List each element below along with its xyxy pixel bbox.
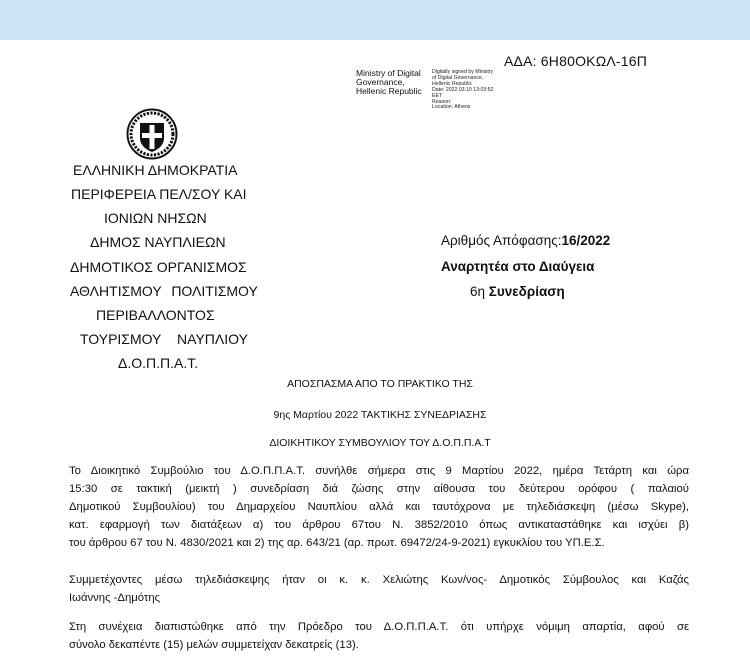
excerpt-board: ΔΙΟΙΚΗΤΙΚΟΥ ΣΥΜΒΟΥΛΙΟΥ ΤΟΥ Δ.Ο.Π.Π.Α.Τ [269, 437, 491, 449]
session-number: 6η [470, 284, 486, 299]
paragraph-line: Στη συνέχεια διαπιστώθηκε από την Πρόεδρο του Δ.Ο.Π.Π.Α.Τ. ότι υπήρχε νόμιμη απαρτία, αφού σε [69, 621, 689, 633]
diavgeia-post-label: Αναρτητέα στο Διαύγεια [441, 259, 595, 274]
paragraph-line: Το Διοικητικό Συμβούλιο του Δ.Ο.Π.Π.Α.Τ. συνήλθε σήμερα στις 9 Μαρτίου 2022, ημέρα Τετάρτη και ώρα [69, 465, 689, 477]
org-line: Δ.Ο.Π.Π.Α.Τ. [118, 355, 199, 371]
signature-detail-line: Location: Athens [432, 104, 471, 111]
org-line: ΤΟΥΡΙΣΜΟΥ ΝΑΥΠΛΙΟΥ [80, 331, 248, 347]
signature-detail-line: Digitally signed by Ministry [432, 69, 494, 75]
signature-detail-line: Hellenic Republic [432, 80, 473, 87]
top-banner [0, 0, 750, 40]
excerpt-date: 9ης Μαρτίου 2022 ΤΑΚΤΙΚΗΣ ΣΥΝΕΔΡΙΑΣΗΣ [273, 409, 487, 421]
decision-number-label: Αριθμός Απόφασης: [441, 233, 562, 248]
signature-detail-line: of Digital Governance, [432, 74, 484, 81]
decision-number-value: 16/2022 [561, 233, 611, 248]
session-word: Συνεδρίαση [488, 284, 565, 299]
body-paragraph-3 [69, 618, 689, 654]
paragraph-line: Συμμετέχοντες μέσω τηλεδιάσκεψης ήταν οι κ. κ. Χελιώτης Κων/νος- Δημοτικός Σύμβουλος και Καζάς [69, 574, 689, 586]
signature-detail-line: Date: 2022.03.10 13:03:52 [432, 86, 494, 93]
org-line: ΔΗΜΟΤΙΚΟΣ ΟΡΓΑΝΙΣΜΟΣ [70, 259, 247, 275]
paragraph-line: Δημοτικού Συμβουλίου) του Δημαρχείου Ναυπλίου αλλά και ταυτόχρονα με τηλεδιάσκεψη (μέσω Skype), [69, 501, 689, 513]
paragraph-line: 15:30 σε τακτική (μεικτή ) συνεδρίαση διά ζώσης στην αίθουσα του δεύτερου ορόφου ( παλαιού [69, 483, 689, 495]
signature-signer: Ministry of Digital Governance, Hellenic Republic [356, 68, 422, 96]
excerpt-title: ΑΠΟΣΠΑΣΜΑ ΑΠΟ ΤΟ ΠΡΑΚΤΙΚΟ ΤΗΣ [287, 378, 473, 390]
paragraph-line: σύνολο δεκαπέντε (15) μελών συμμετείχαν δεκατρείς (13). [69, 639, 359, 651]
session-label [470, 284, 565, 299]
org-line: ΙΟΝΙΩΝ ΝΗΣΩΝ [104, 210, 207, 226]
ada-code: ΑΔΑ: 6Η80ΟΚΩΛ-16Π [504, 53, 648, 69]
paragraph-line: κατ. εφαρμογή των διατάξεων α) του άρθρου 67του Ν. 3852/2010 όπως αντικαταστάθηκε και ισχύει β) [69, 519, 689, 531]
org-line: ΑΘΛΗΤΙΣΜΟΥ ΠΟΛΙΤΙΣΜΟΥ [70, 283, 258, 299]
greek-coat-of-arms-icon [126, 108, 178, 160]
paragraph-line: Ιωάννης -Δημότης [69, 592, 161, 604]
body-paragraph-1 [69, 462, 689, 552]
signature-detail-line: Reason: [432, 98, 452, 105]
org-line: ΠΕΡΙΒΑΛΛΟΝΤΟΣ [96, 307, 215, 323]
signature-details [432, 70, 504, 111]
org-line: ΕΛΛΗΝΙΚΗ ΔΗΜΟΚΡΑΤΙΑ [73, 162, 238, 178]
body-paragraph-2 [69, 571, 689, 607]
org-line: ΠΕΡΙΦΕΡΕΙΑ ΠΕΛ/ΣΟΥ ΚΑΙ [71, 186, 247, 202]
decision-number [441, 233, 610, 248]
org-line: ΔΗΜΟΣ ΝΑΥΠΛΙΕΩΝ [90, 234, 226, 250]
paragraph-line: του άρθρου 67 του Ν. 4830/2021 και 2) της αρ. 643/21 (αρ. πρωτ. 69472/24-9-2021) εγκυκλίου του ΥΠ.Ε.Σ. [69, 537, 605, 549]
signature-detail-line: EET [432, 92, 443, 99]
